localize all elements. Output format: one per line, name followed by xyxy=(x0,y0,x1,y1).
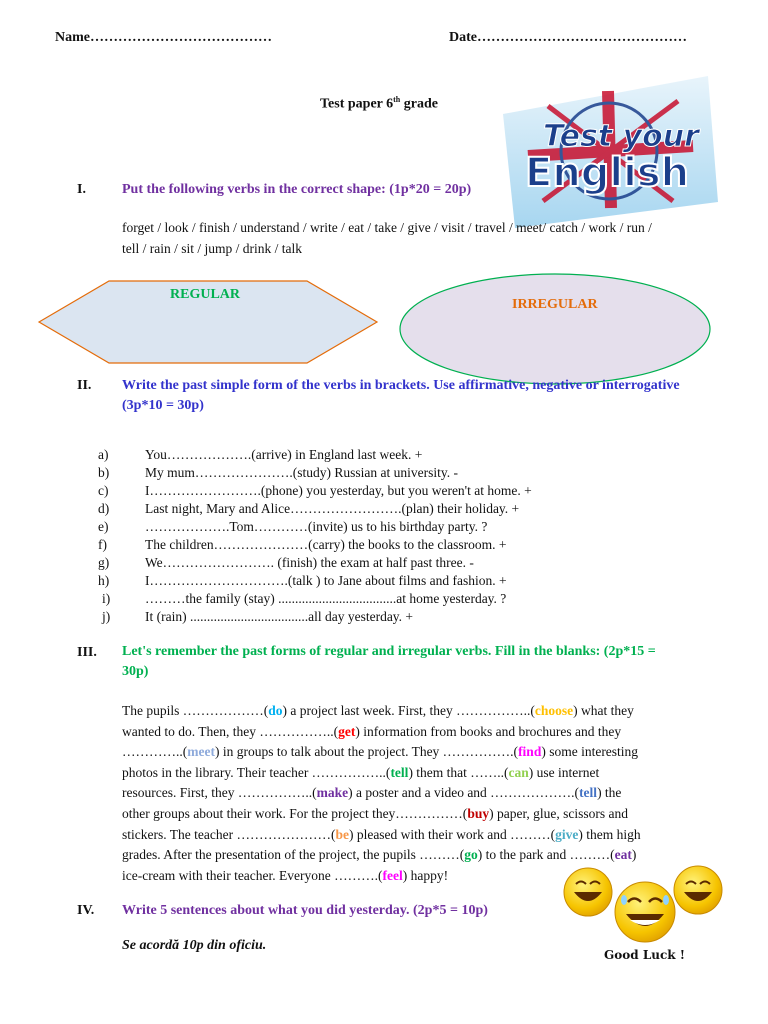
list-item: a) You……………….(arrive) in England last week. + xyxy=(98,447,423,462)
section-1-title: Put the following verbs in the correct shape: (1p*20 = 20p) xyxy=(122,182,472,197)
page-title: Test paper 6th grade xyxy=(320,95,438,112)
section-1-number: I. xyxy=(77,182,86,197)
list-item: h) I………………………….(talk ) to Jane about films and fashion. + xyxy=(98,573,507,588)
section-3-title: Let's remember the past forms of regular and irregular verbs. Fill in the blanks: (2p*15 = 30p) xyxy=(122,644,656,679)
bonus-note: Se acordă 10p din oficiu. xyxy=(122,938,267,953)
svg-text:Test your: Test your xyxy=(543,119,699,154)
list-item: d) Last night, Mary and Alice…………………….(plan) their holiday. + xyxy=(98,501,520,516)
section-4-number: IV. xyxy=(77,903,95,918)
list-item: c) I…………………….(phone) you yesterday, but you weren't at home. + xyxy=(98,483,532,498)
list-item: g) We……………………. (finish) the exam at half past three. - xyxy=(98,555,474,570)
section-3-number: III. xyxy=(77,645,97,660)
verb-list: forget / look / finish / understand / write / eat / take / give / visit / travel / meet/ catch / work / run / tell / rain / sit / jump / drink / talk xyxy=(122,220,652,256)
irregular-ellipse xyxy=(398,272,713,386)
good-luck-smileys xyxy=(560,862,730,972)
list-item: f) The children…………………(carry) the books to the classroom. + xyxy=(98,537,507,552)
regular-label: REGULAR xyxy=(170,287,241,302)
list-item: e) ……………….Tom…………(invite) us to his birthday party. ? xyxy=(98,519,488,534)
section-2-title: Write the past simple form of the verbs in brackets. Use affirmative, negative or interrogative (3p*10 = 30p) xyxy=(122,378,680,413)
fill-in-paragraph: The pupils ………………(do) a project last week. First, they ……………..(choose) what they wanted to do. Then, they ……………..(get) information from books and brochures and they …………..(meet) in groups to talk about the project. They …………….(find) some interesting photos in the library. Their teacher ……………..(tell) them that ……..(can) use internet resources. First, they ……………..(make) a poster and a video and ……………….(tell) the other groups about their work. For the project they……………(buy) paper, glue, scissors and stickers. The teacher …………………(be) pleased with their work and ………(give) them high grades. After the presentation of the project, the pupils ………(go) to the park and ………(eat) ice-cream with their teacher. Everyone ……….(feel) happy! xyxy=(122,703,641,883)
svg-text:English: English xyxy=(525,150,690,196)
date-field-label: Date……………………………………… xyxy=(449,30,687,45)
test-your-english-logo xyxy=(503,76,718,228)
section-2-number: II. xyxy=(77,378,92,393)
list-item: b) My mum………………….(study) Russian at university. - xyxy=(98,465,458,480)
list-item: j) It (rain) ...................................all day yesterday. + xyxy=(102,609,414,624)
list-item: i) ………the family (stay) ...................................at home yesterday. ? xyxy=(102,591,507,606)
good-luck-caption: Good Luck ! xyxy=(604,948,686,962)
section-4-title: Write 5 sentences about what you did yesterday. (2p*5 = 10p) xyxy=(122,903,488,918)
name-field-label: Name………………………………… xyxy=(55,30,272,45)
irregular-label: IRREGULAR xyxy=(512,297,598,312)
